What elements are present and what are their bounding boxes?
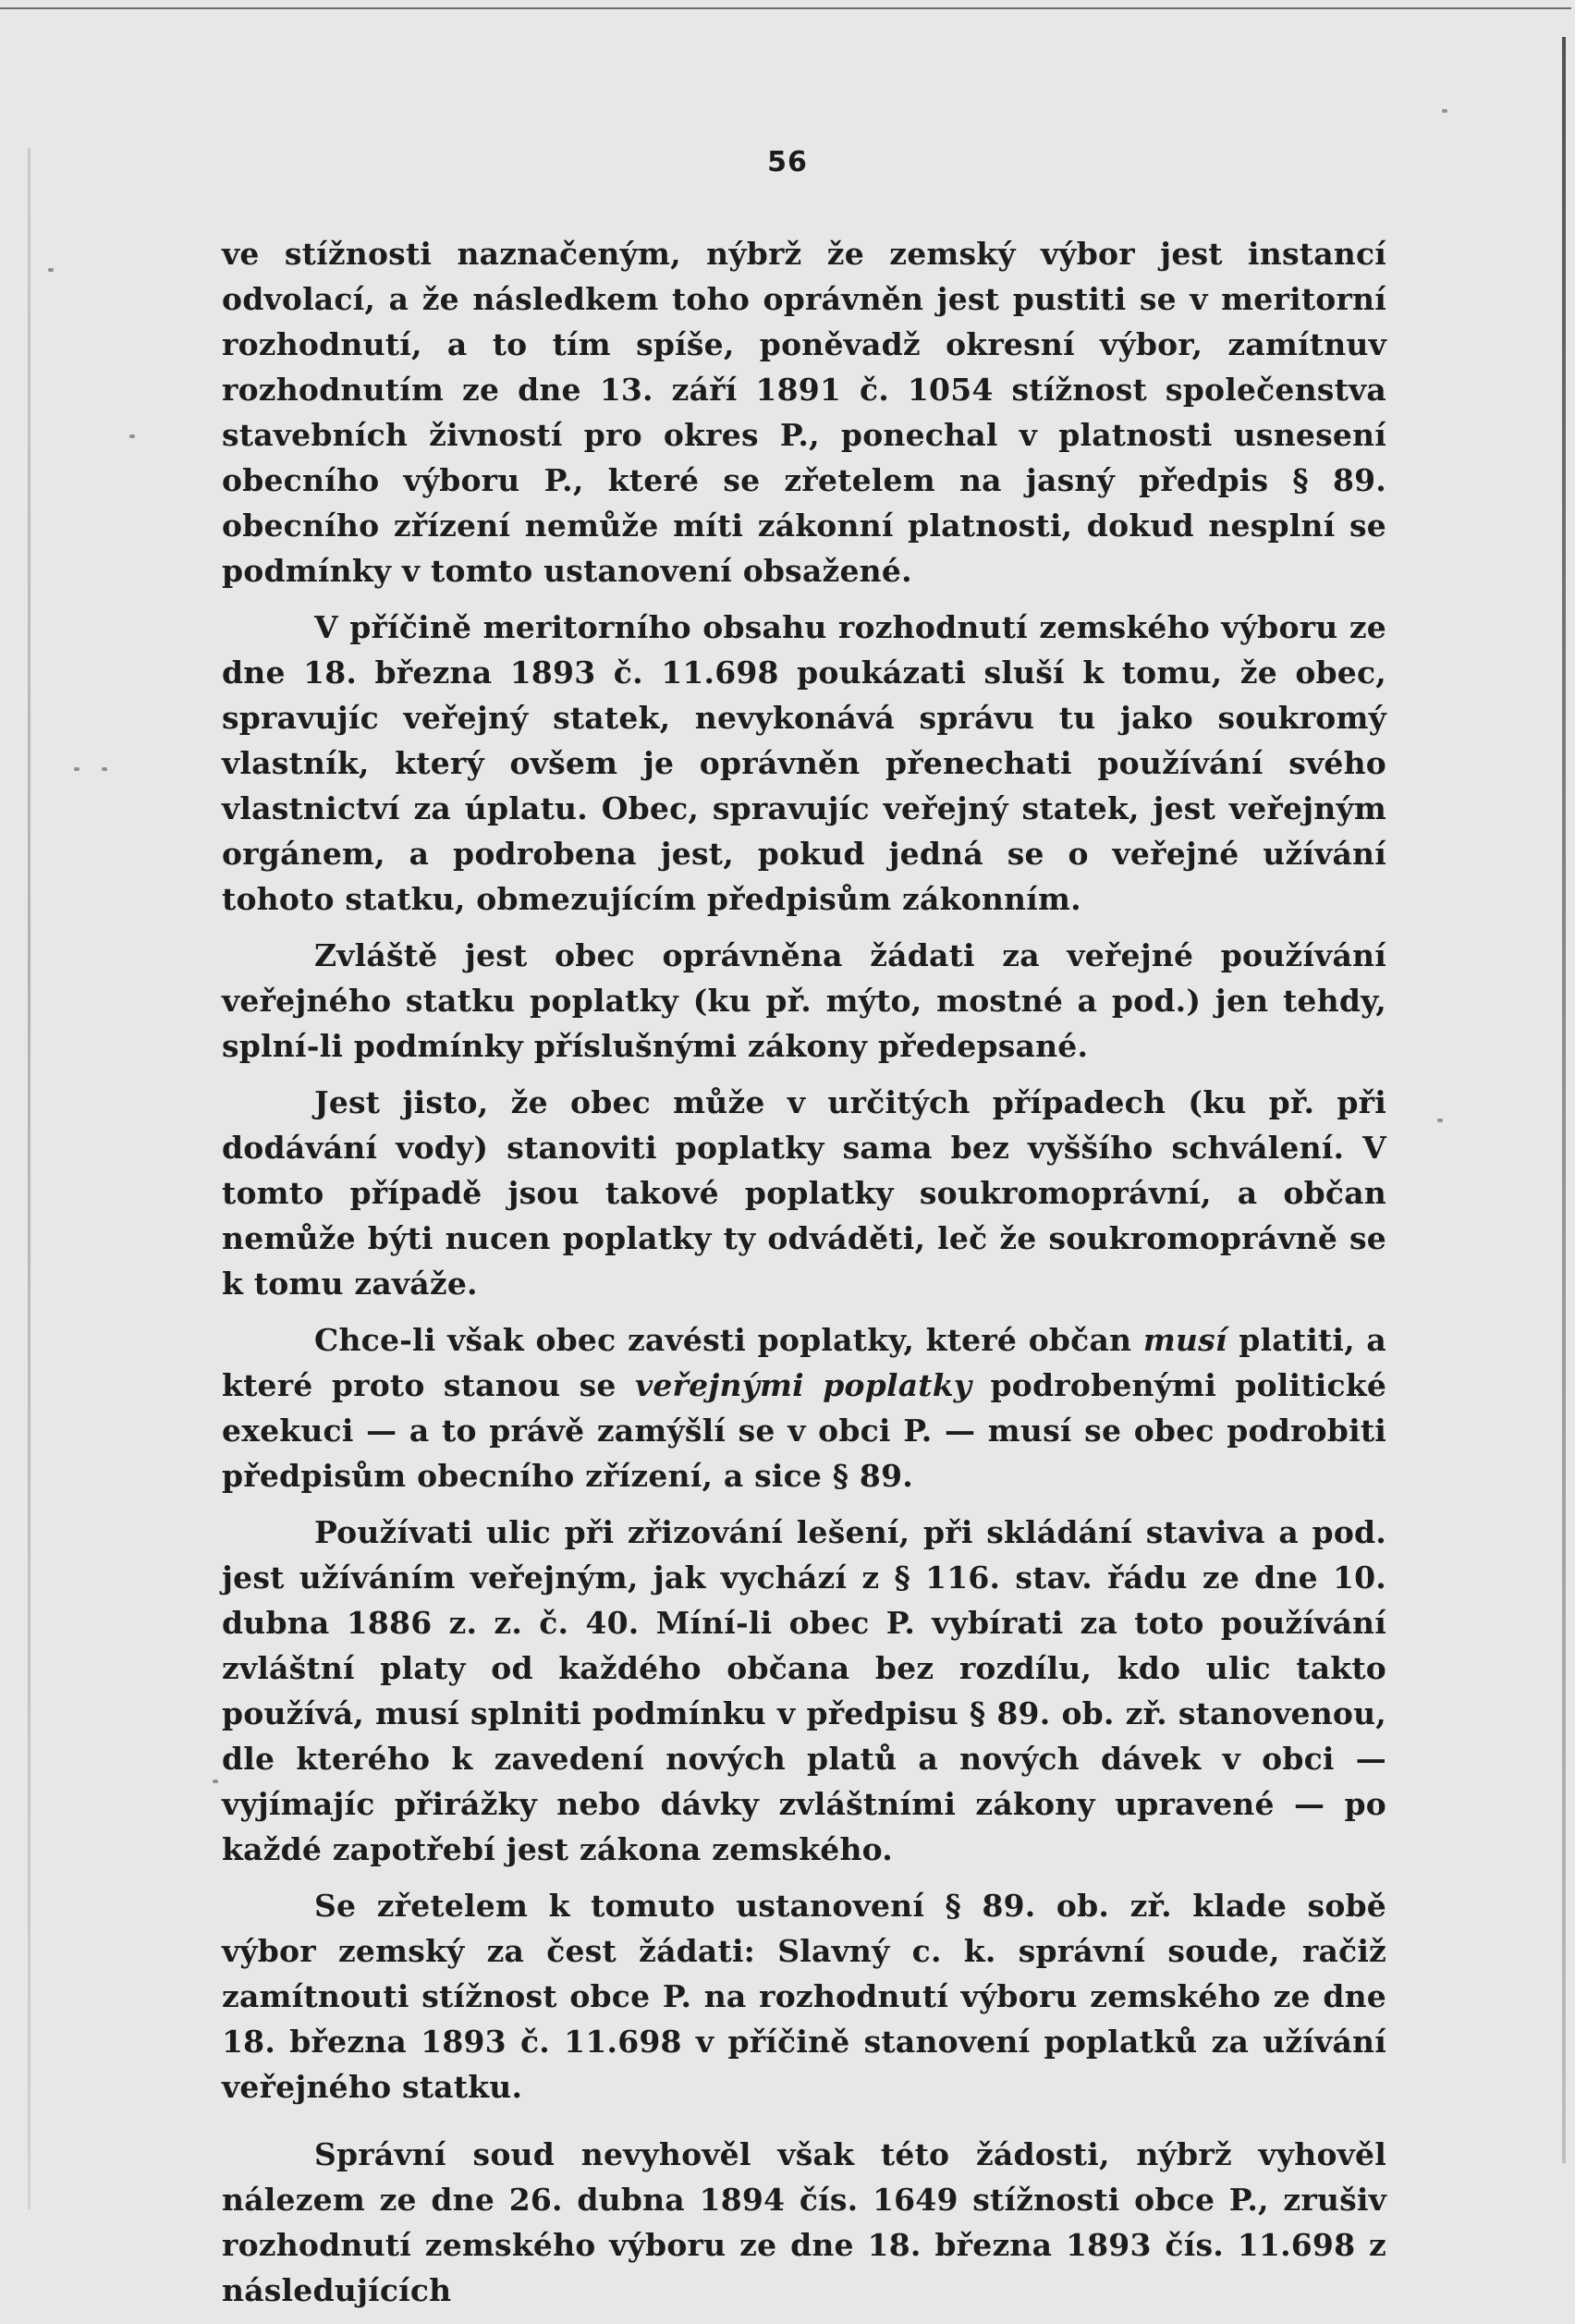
paragraph-text: Správní soud nevyhověl však této žádosti, nýbrž vyhověl nálezem ze dne 26. dubna 1894 čís. 1649 stížnosti obce P., zrušiv rozhodnutí zemského výboru ze dne 18. března 1893 čís. 11.698 z následujících xyxy=(222,2136,1386,2308)
paragraph-text: podrobenými politické exekuci — a to právě zamýšlí se v obci P. — musí se obec podrobiti předpisům obecního zřízení, a sice § 89. xyxy=(222,1367,1387,1494)
scan-speck xyxy=(129,434,135,438)
paragraph-text: Jest jisto, že obec může v určitých případech (ku př. při dodávání vody) stanoviti poplatky sama bez vyššího schválení. V tomto případě jsou takové poplatky soukromoprávní, a občan nemůže býti nucen poplatky ty odváděti, leč že soukromoprávně se k tomu zaváže. xyxy=(222,1084,1386,1302)
emphasized-text: veřejnými poplatky xyxy=(634,1367,972,1403)
paragraph xyxy=(222,1080,1386,1306)
scan-speck xyxy=(102,767,107,771)
emphasized-text: musí xyxy=(1142,1322,1227,1358)
scan-left-edge xyxy=(28,148,31,2209)
scan-speck xyxy=(48,268,54,272)
paragraph xyxy=(222,605,1386,922)
paragraph xyxy=(222,2132,1386,2313)
scan-speck xyxy=(1437,1119,1443,1122)
paragraph xyxy=(222,1317,1386,1498)
paragraph-text: ve stížnosti naznačeným, nýbrž že zemský výbor jest instancí odvolací, a že následkem toho oprávněn jest pustiti se v meritorní rozhodnutí, a to tím spíše, poněvadž okresní výbor, zamítnuv rozhodnutím ze dne 13. září 1891 č. 1054 stížnost společenstva stavebních živností pro okres P., ponechal v platnosti usnesení obecního výboru P., které se zřetelem na jasný předpis § 89. obecního zřízení nemůže míti zákonní platnosti, dokud nesplní se podmínky v tomto ustanovení obsažené. xyxy=(222,236,1386,589)
scan-speck xyxy=(213,1780,218,1783)
paragraph xyxy=(222,1883,1386,2110)
scan-speck xyxy=(74,767,79,771)
body-text xyxy=(222,231,1386,2324)
paragraph-text: V příčině meritorního obsahu rozhodnutí zemského výboru ze dne 18. března 1893 č. 11.698 poukázati sluší k tomu, že obec, spravujíc veřejný statek, nevykonává správu tu jako soukromý vlastník, který ovšem je oprávněn přenechati používání svého vlastnictví za úplatu. Obec, spravujíc veřejný statek, jest veřejným orgánem, a podrobena jest, pokud jedná se o veřejné užívání tohoto statku, obmezujícím předpisům zákonním. xyxy=(222,609,1386,917)
paragraph-text: Používati ulic při zřizování lešení, při skládání staviva a pod. jest užíváním veřejným, jak vychází z § 116. stav. řádu ze dne 10. dubna 1886 z. z. č. 40. Míní-li obec P. vybírati za toto používání zvláštní platy od každého občana bez rozdílu, kdo ulic takto používá, musí splniti podmínku v předpisu § 89. ob. zř. stanovenou, dle kterého k zavedení nových platů a nových dávek v obci — vyjímajíc přirážky nebo dávky zvláštními zákony upravené — po každé zapotřebí jest zákona zemského. xyxy=(222,1514,1386,1867)
paragraph-text: Se zřetelem k tomuto ustanovení § 89. ob. zř. klade sobě výbor zemský za čest žádati: Slavný c. k. správní soude, račiž zamítnouti stížnost obce P. na rozhodnutí výboru zemského ze dne 18. března 1893 č. 11.698 v příčině stanovení poplatků za užívání veřejného statku. xyxy=(222,1888,1386,2105)
paragraph xyxy=(222,231,1386,593)
paragraph xyxy=(222,1510,1386,1872)
paragraph-text: Chce-li však obec zavésti poplatky, které občan xyxy=(314,1322,1143,1358)
scan-speck xyxy=(1442,109,1447,113)
paragraph xyxy=(222,933,1386,1069)
paragraph-text: Zvláště jest obec oprávněna žádati za veřejné používání veřejného statku poplatky (ku př. mýto, mostné a pod.) jen tehdy, splní-li podmínky příslušnými zákony předepsané. xyxy=(222,937,1386,1064)
scan-top-edge xyxy=(0,7,1571,9)
page-number: 56 xyxy=(767,146,808,178)
scan-right-edge xyxy=(1562,37,1566,2163)
paragraph-text: platiti, a které proto stanou se xyxy=(222,1322,1386,1403)
